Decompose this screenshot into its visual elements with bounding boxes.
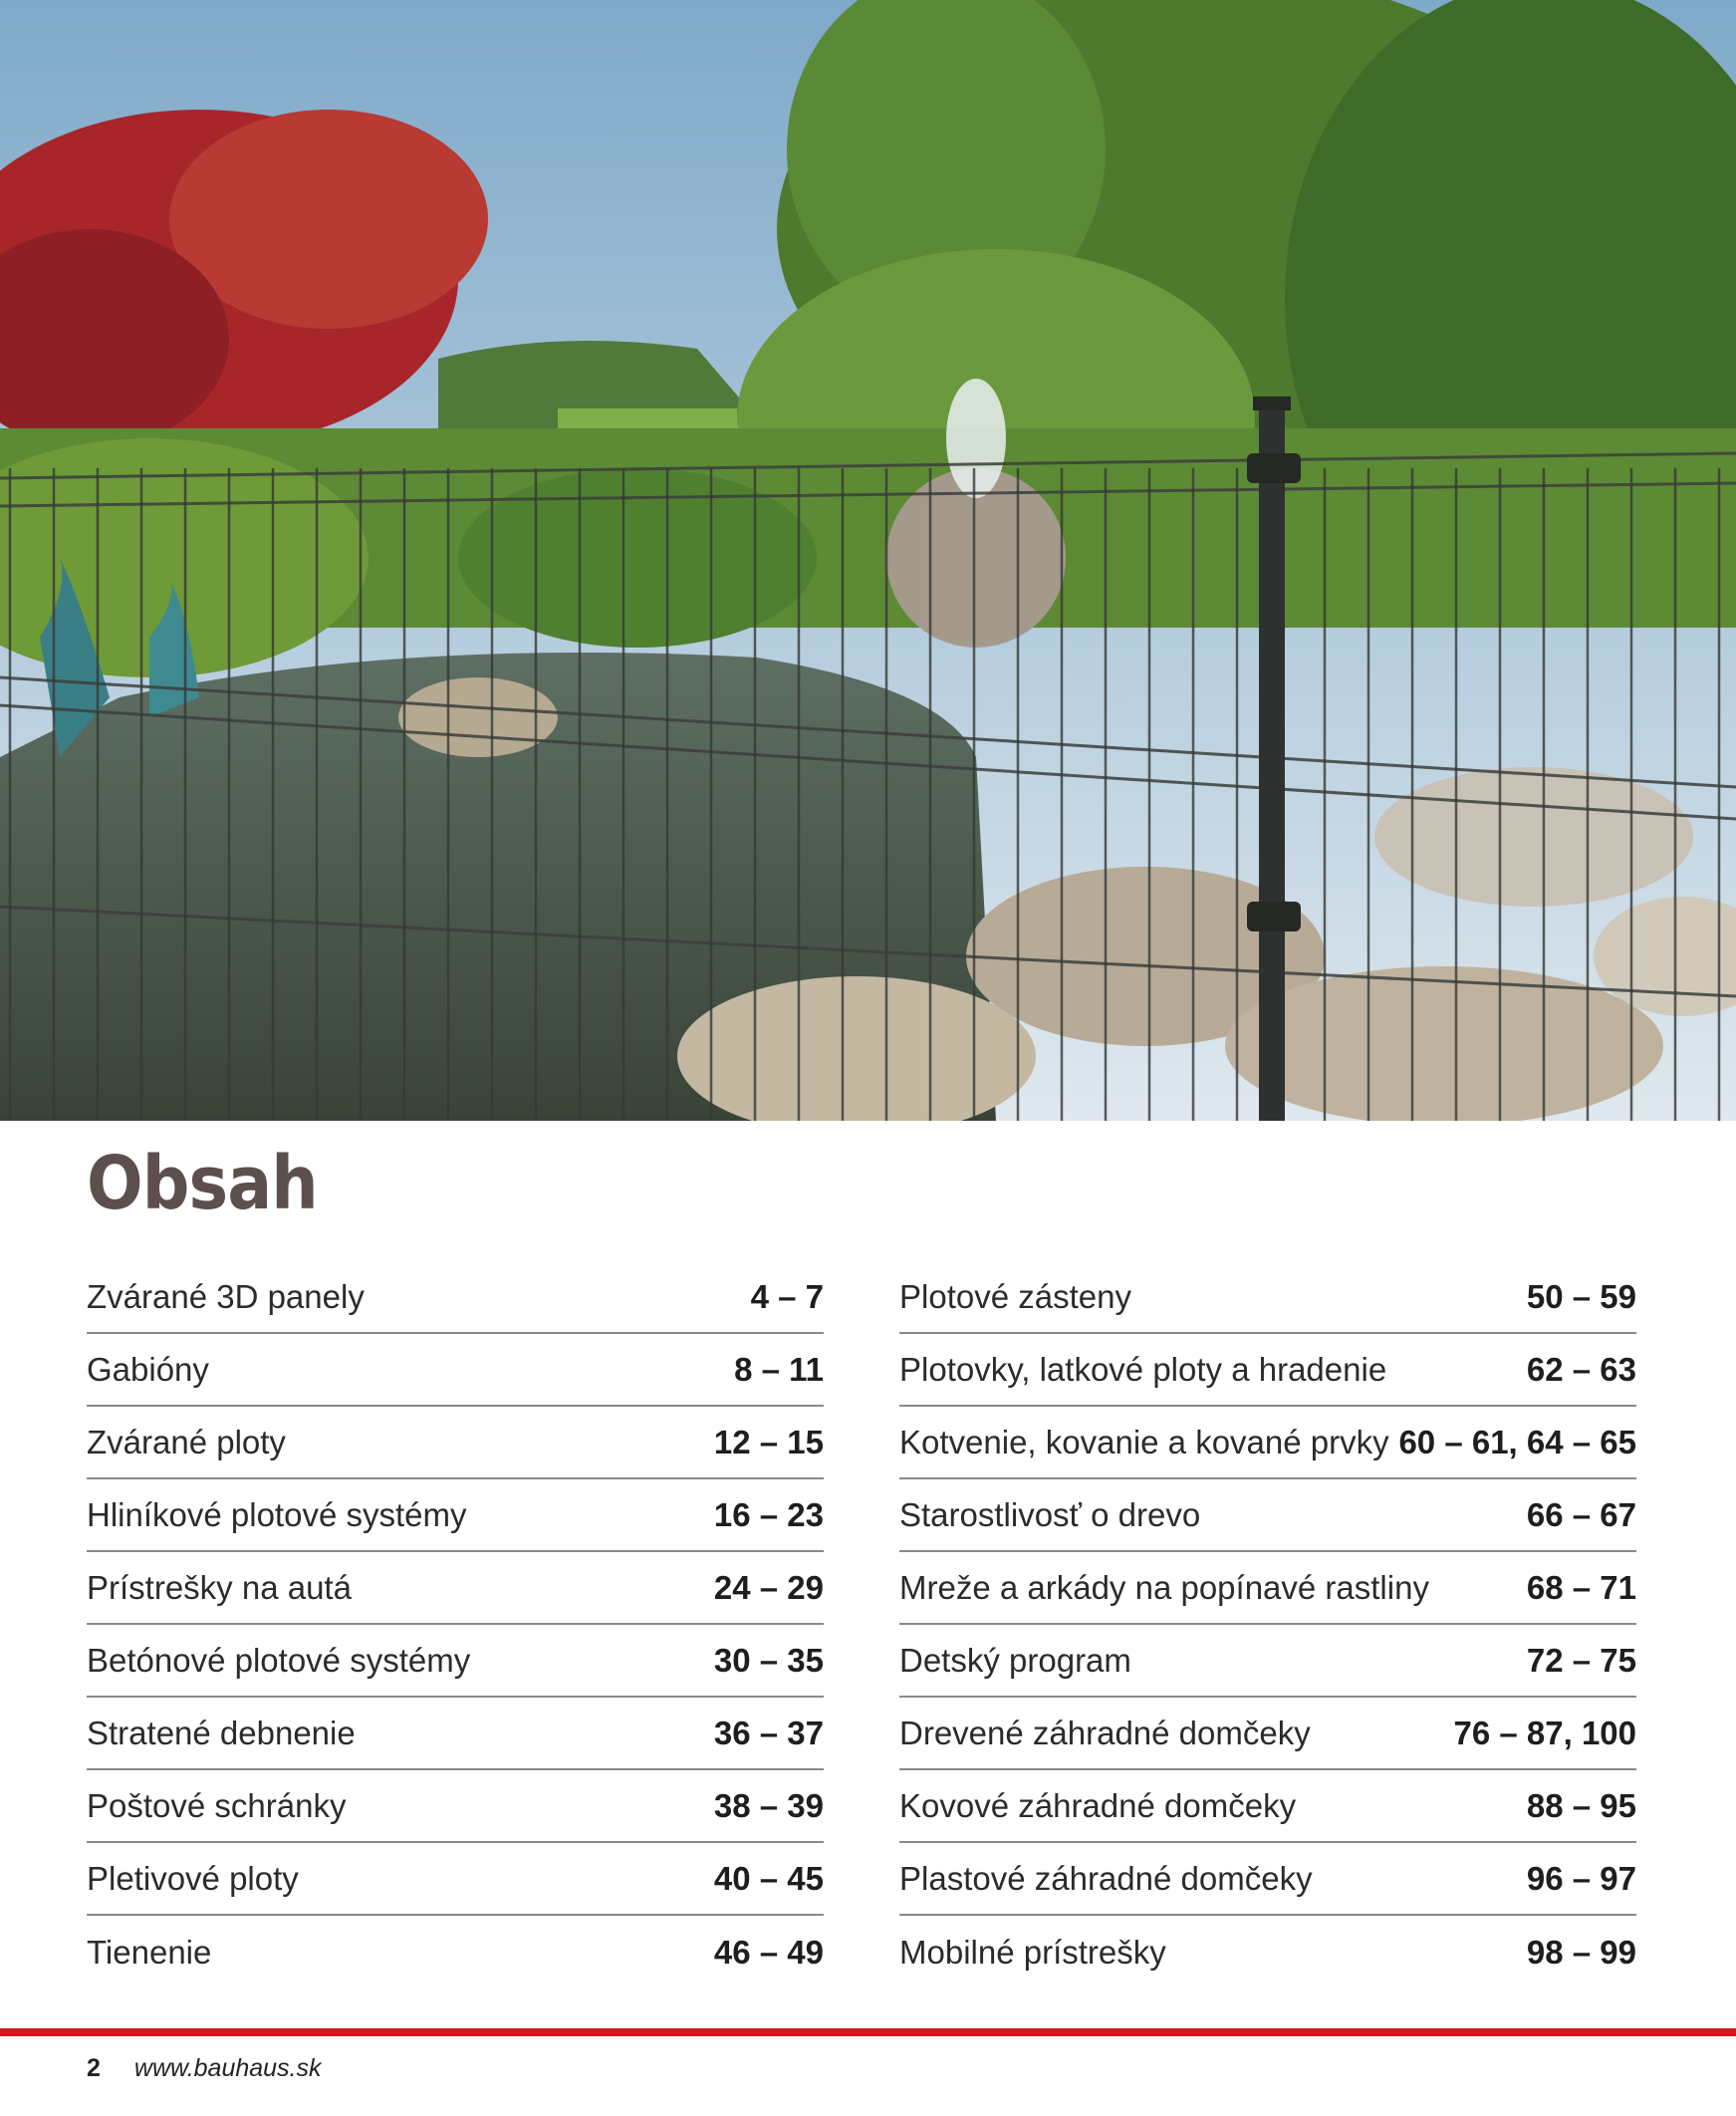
toc-entry-pages: 68 – 71 (1526, 1568, 1636, 1606)
toc-row (87, 1625, 824, 1698)
toc-entry-pages: 16 – 23 (713, 1495, 824, 1533)
toc-entry-pages: 66 – 67 (1526, 1495, 1636, 1533)
toc-row (87, 1479, 824, 1552)
toc-row (899, 1552, 1636, 1625)
toc-entry-label: Kovové záhradné domčeky (899, 1786, 1297, 1824)
toc-row (899, 1843, 1636, 1916)
toc-row (899, 1625, 1636, 1698)
toc-entry-pages: 8 – 11 (734, 1350, 824, 1388)
toc-row (899, 1261, 1636, 1334)
toc-entry-pages: 36 – 37 (713, 1714, 824, 1751)
toc-row (87, 1843, 824, 1916)
toc-entry-label: Pletivové ploty (87, 1859, 299, 1897)
footer (87, 2054, 322, 2083)
toc-entry-label: Hliníkové plotové systémy (87, 1495, 467, 1533)
toc-entry-pages: 88 – 95 (1526, 1786, 1636, 1824)
toc-entry-pages: 24 – 29 (713, 1568, 824, 1606)
toc-row (899, 1407, 1636, 1479)
toc-entry-label: Kotvenie, kovanie a kované prvky (899, 1423, 1389, 1460)
toc-left-column (87, 1261, 824, 1988)
toc-entry-pages: 98 – 99 (1526, 1933, 1636, 1971)
toc-row (87, 1770, 824, 1843)
toc-entry-label: Plotovky, latkové ploty a hradenie (899, 1350, 1387, 1388)
page-number: 2 (87, 2054, 101, 2082)
toc-entry-label: Mreže a arkády na popínavé rastliny (899, 1568, 1429, 1606)
toc-row (87, 1261, 824, 1334)
toc-entry-label: Plastové záhradné domčeky (899, 1859, 1313, 1897)
toc-row (899, 1916, 1636, 1988)
toc-entry-label: Zvárané 3D panely (87, 1277, 365, 1315)
toc-row (899, 1479, 1636, 1552)
toc-entry-label: Detský program (899, 1641, 1131, 1679)
toc-row (87, 1334, 824, 1407)
toc-entry-label: Zvárané ploty (87, 1423, 286, 1460)
toc-entry-pages: 46 – 49 (713, 1933, 824, 1971)
toc-row (899, 1334, 1636, 1407)
toc-entry-label: Poštové schránky (87, 1786, 347, 1824)
toc-entry-label: Tienenie (87, 1933, 212, 1971)
toc-entry-pages: 76 – 87, 100 (1453, 1714, 1636, 1751)
toc-entry-pages: 12 – 15 (713, 1423, 824, 1460)
footer-accent-line (0, 2028, 1736, 2036)
toc-entry-pages: 30 – 35 (713, 1641, 824, 1679)
toc-entry-pages: 50 – 59 (1526, 1277, 1636, 1315)
toc-entry-label: Starostlivosť o drevo (899, 1495, 1201, 1533)
toc-entry-pages: 62 – 63 (1526, 1350, 1636, 1388)
toc-entry-pages: 38 – 39 (713, 1786, 824, 1824)
toc-row (87, 1916, 824, 1988)
toc-entry-pages: 60 – 61, 64 – 65 (1398, 1423, 1636, 1460)
toc-right-column (899, 1261, 1636, 1988)
toc-row (87, 1552, 824, 1625)
website-url: www.bauhaus.sk (133, 2054, 322, 2082)
toc-entry-pages: 4 – 7 (750, 1277, 824, 1315)
page-title: Obsah (87, 1141, 318, 1226)
toc-entry-pages: 96 – 97 (1526, 1859, 1636, 1897)
toc-entry-label: Prístrešky na autá (87, 1568, 352, 1606)
toc-entry-label: Drevené záhradné domčeky (899, 1714, 1311, 1751)
toc-entry-label: Gabióny (87, 1350, 209, 1388)
toc-entry-label: Mobilné prístrešky (899, 1933, 1166, 1971)
toc-entry-pages: 72 – 75 (1526, 1641, 1636, 1679)
toc-entry-label: Betónové plotové systémy (87, 1641, 471, 1679)
toc-entry-pages: 40 – 45 (713, 1859, 824, 1897)
toc-entry-label: Stratené debnenie (87, 1714, 356, 1751)
toc-row (87, 1698, 824, 1770)
toc-row (899, 1698, 1636, 1770)
toc-row (899, 1770, 1636, 1843)
toc-row (87, 1407, 824, 1479)
toc-entry-label: Plotové zásteny (899, 1277, 1131, 1315)
